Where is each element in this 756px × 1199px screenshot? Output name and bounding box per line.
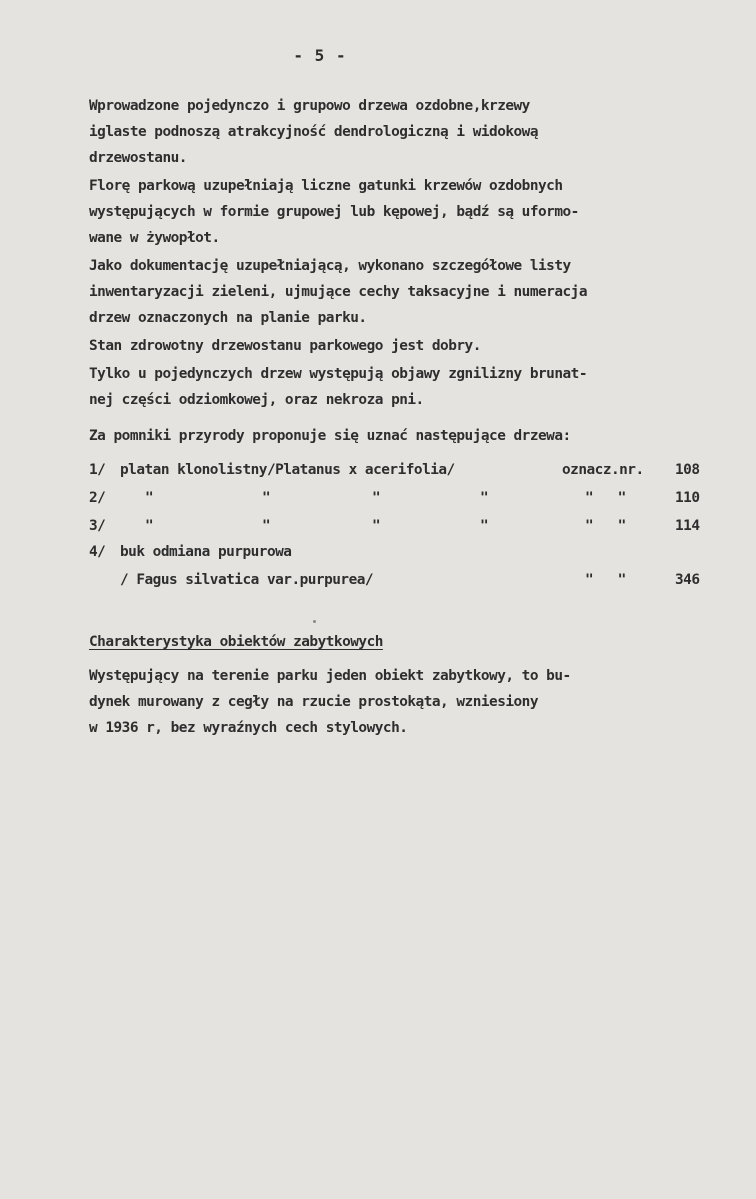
tree-number: 2/ [89,490,106,506]
paper-speck [313,620,316,623]
monuments-intro: Za pomniki przyrody proponuje się uznać następujące drzewa: [89,428,571,444]
ditto-mark: " [262,490,271,506]
paragraph-line: Jako dokumentację uzupełniającą, wykonano szczegółowe listy [89,258,571,274]
tree-label: oznacz.nr. [562,462,644,478]
ditto-mark: " " [585,518,626,534]
section-line: Występujący na terenie parku jeden obiekt zabytkowy, to bu- [89,668,571,684]
tree-name: buk odmiana purpurowa [120,544,292,560]
ditto-mark: " [372,490,381,506]
section-line: dynek murowany z cegły na rzucie prostokąta, wzniesiony [89,694,539,710]
paragraph-line: Stan zdrowotny drzewostanu parkowego jest dobry. [89,338,481,354]
ditto-mark: " " [585,572,626,588]
paragraph-line: inwentaryzacji zieleni, ujmujące cechy taksacyjne i numeracja [89,284,587,300]
page-number: - 5 - [293,46,347,65]
tree-name: / Fagus silvatica var.purpurea/ [120,572,374,588]
tree-number: 4/ [89,544,106,560]
ditto-mark: " [372,518,381,534]
paragraph-line: występujących w formie grupowej lub kępowej, bądź są uformo- [89,204,579,220]
paragraph-line: Florę parkową uzupełniają liczne gatunki krzewów ozdobnych [89,178,563,194]
ditto-mark: " [145,518,154,534]
ditto-mark: " [480,490,489,506]
tree-register-number: 346 [675,572,700,588]
paragraph-line: drzewostanu. [89,150,187,166]
section-heading: Charakterystyka obiektów zabytkowych [89,634,383,650]
tree-number: 3/ [89,518,106,534]
ditto-mark: " [262,518,271,534]
tree-register-number: 110 [675,490,700,506]
paragraph-line: drzew oznaczonych na planie parku. [89,310,367,326]
ditto-mark: " [145,490,154,506]
tree-number: 1/ [89,462,106,478]
paragraph-line: Wprowadzone pojedynczo i grupowo drzewa ozdobne,krzewy [89,98,530,114]
section-line: w 1936 r, bez wyraźnych cech stylowych. [89,720,408,736]
ditto-mark: " [480,518,489,534]
ditto-mark: " " [585,490,626,506]
tree-name: platan klonolistny/Platanus x acerifolia/ [120,462,455,478]
paragraph-line: Tylko u pojedynczych drzew występują objawy zgnilizny brunat- [89,366,587,382]
paragraph-line: iglaste podnoszą atrakcyjność dendrologiczną i widokową [89,124,539,140]
tree-register-number: 114 [675,518,700,534]
tree-register-number: 108 [675,462,700,478]
paragraph-line: nej części odziomkowej, oraz nekroza pni. [89,392,424,408]
paragraph-line: wane w żywopłot. [89,230,220,246]
